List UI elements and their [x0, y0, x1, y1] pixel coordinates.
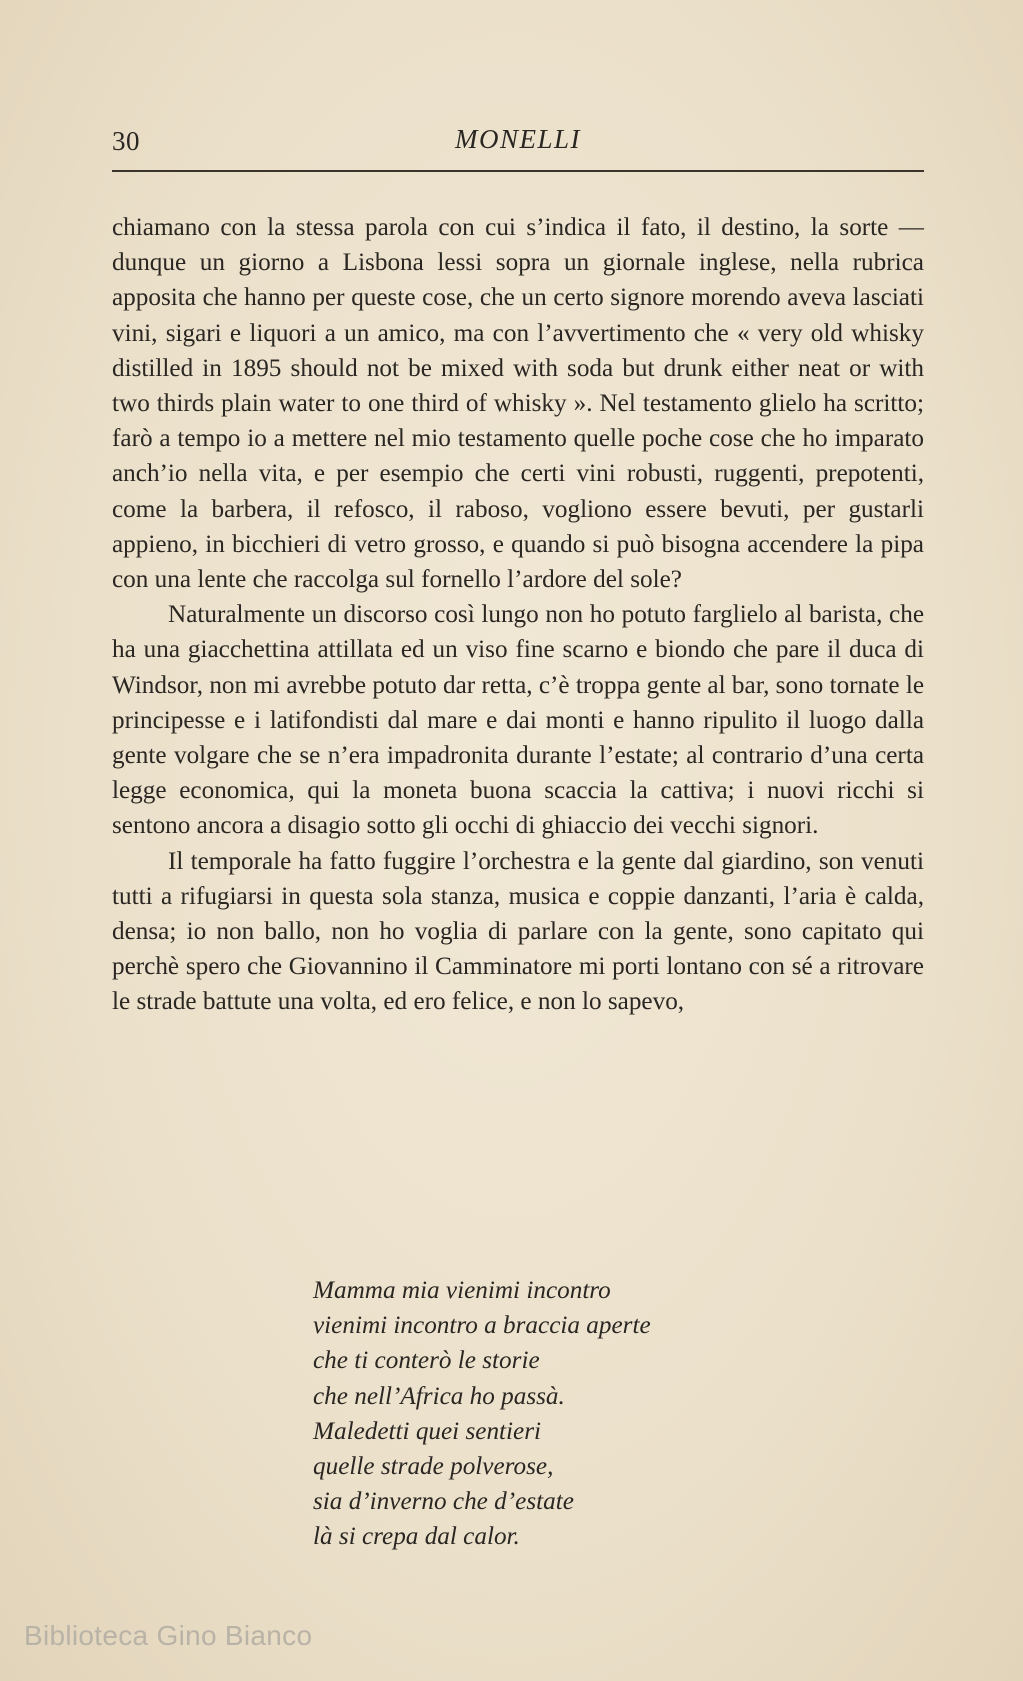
page-header [112, 120, 924, 164]
running-head: MONELLI [454, 124, 581, 154]
poem-line: che ti conterò le storie [313, 1347, 540, 1375]
header-rule [112, 170, 924, 172]
paragraph-3: Il temporale ha fatto fuggire l’orchestra e la gente dal giardino, son venuti tutti a rifugiarsi in questa sola stanza, musica e coppie danzanti, l’aria è calda, densa; io non ballo, non ho voglia di parlare con la gente, sono capitato qui perchè spero che Giovannino il Camminatore mi porti lontano con sé a ritrovare le strade battute una volta, ed ero felice, e non lo sapevo, [112, 847, 924, 1016]
paragraph-1: chiamano con la stessa parola con cui s’indica il fato, il destino, la sorte — dunque un giorno a Lisbona lessi sopra un giornale inglese, nella rubrica apposita che hanno per queste cose, che un certo signore morendo aveva lasciati vini, sigari e liquori a un amico, ma con l’avvertimento che « very old whisky distilled in 1895 should not be mixed with soda but drunk either neat or with two thirds plain water to one third of whisky ». Nel testamento glielo ha scritto; farò a tempo io a mettere nel mio testamento quelle poche cose che ho imparato anch’io nella vita, e per esempio che certi vini robusti, ruggenti, prepotenti, come la barbera, il refosco, il raboso, vogliono essere bevuti, per gustarli appieno, in bicchieri di vetro grosso, e quando si può bisogna accendere la pipa con una lente che raccolga sul fornello l’ardore del sole? [112, 214, 924, 594]
poem-stanza [313, 1273, 773, 1555]
page-number: 30 [112, 126, 140, 156]
poem-line: quelle strade polverose, [313, 1453, 554, 1481]
poem-line: Mamma mia vienimi incontro [313, 1277, 611, 1304]
body-text [112, 210, 924, 1020]
poem-line: che nell’Africa ho passà. [313, 1382, 565, 1410]
poem-line: vienimi incontro a braccia aperte [313, 1312, 651, 1340]
paragraph-2: Naturalmente un discorso così lungo non ho potuto farglielo al barista, che ha una giacchettina attillata ed un viso fine scarno e biondo che pare il duca di Windsor, non mi avrebbe potuto dar retta, c’è troppa gente al bar, sono tornate le principesse e i latifondisti dal mare e dai monti e hanno ripulito il luogo dalla gente volgare che se n’era impadronita durante l’estate; al contrario d’una certa legge economica, qui la moneta buona scaccia la cattiva; i nuovi ricchi si sentono ancora a disagio sotto gli occhi di ghiaccio dei vecchi signori. [112, 601, 924, 840]
poem-line: là si crepa dal calor. [313, 1523, 520, 1551]
poem-line: sia d’inverno che d’estate [313, 1488, 574, 1516]
library-watermark: Biblioteca Gino Bianco [24, 1620, 313, 1651]
poem-line: Maledetti quei sentieri [313, 1417, 542, 1445]
